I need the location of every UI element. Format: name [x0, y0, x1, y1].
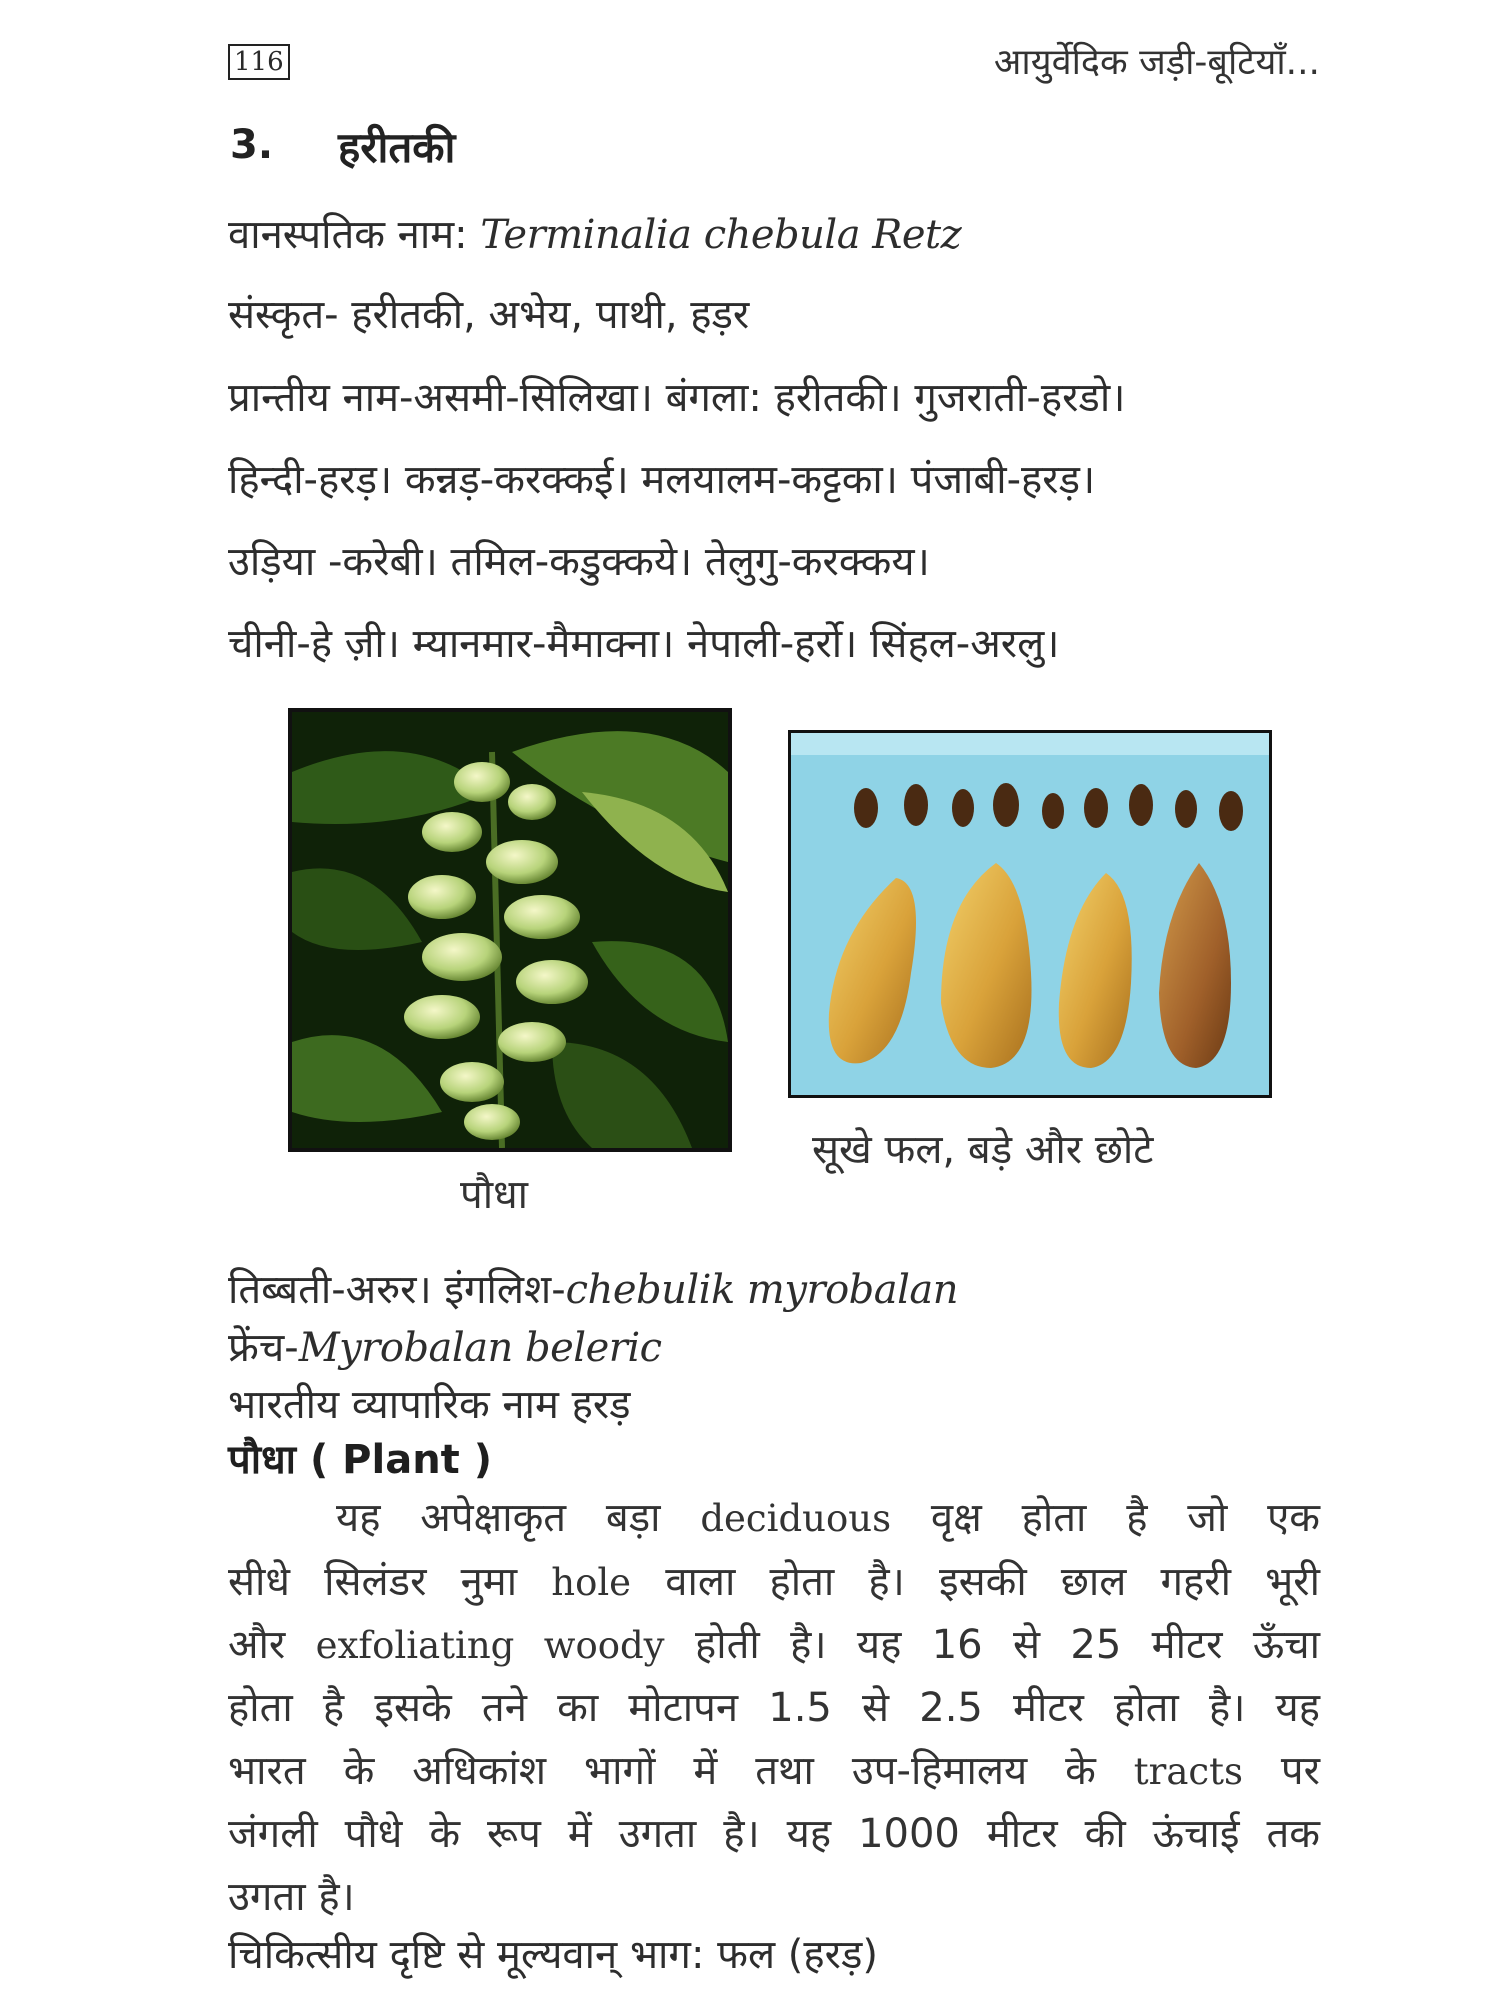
plant-photo [288, 708, 732, 1152]
page-number: 116 [228, 44, 290, 80]
section-title: हरीतकी [338, 123, 456, 172]
para-line-7-pre: उगता है। [228, 1874, 355, 1920]
para-line-5-pre: भारत के अधिकांश भागों में तथा उप-हिमालय के [228, 1748, 1134, 1794]
para-line-4 [228, 1678, 1320, 1733]
regional-names-4: चीनी-हे ज़ी। म्यानमार-मैमाक्ना। नेपाली-हर्रो। सिंहल-अरलु। [228, 621, 1060, 667]
french-label: फ्रेंच- [228, 1325, 299, 1371]
sanskrit-names: संस्कृत- हरीतकी, अभेय, पाथी, हड़र [228, 292, 750, 338]
para-line-1-pre: यह अपेक्षाकृत बड़ा [336, 1495, 701, 1541]
regional-names-2: हिन्दी-हरड़। कन्नड़-करक्कई। मलयालम-कट्टका। पंजाबी-हरड़। [228, 457, 1096, 503]
regional-names-3: उड़िया -करेबी। तमिल-कडुक्कये। तेलुगु-करक्कय। [228, 539, 930, 585]
tibetan-english-line [228, 1260, 958, 1315]
valuable-part-line: चिकित्सीय दृष्टि से मूल्यवान् भाग: फल (हरड़) [228, 1932, 879, 1978]
regional-names-1: प्रान्तीय नाम-असमी-सिलिखा। बंगला: हरीतकी। गुजराती-हरडो। [228, 375, 1126, 421]
para-line-1-latin: deciduous [700, 1497, 892, 1540]
plant-photo-caption: पौधा [460, 1172, 529, 1218]
trade-name: भारतीय व्यापारिक नाम हरड़ [228, 1382, 631, 1428]
para-line-4-pre: होता है इसके तने का मोटापन 1.5 से 2.5 मीटर होता है। यह [228, 1685, 1320, 1731]
running-head: आयुर्वेदिक जड़ी-बूटियाँ... [993, 42, 1320, 83]
para-line-6 [228, 1804, 1320, 1859]
para-line-6-pre: जंगली पौधे के रूप में उगता है। यह 1000 मीटर की ऊंचाई तक [228, 1811, 1320, 1857]
dried-fruits-illustration [791, 733, 1269, 1095]
para-line-3-latin: exfoliating woody [315, 1624, 665, 1667]
french-line [228, 1318, 662, 1373]
botanical-name-line [228, 205, 961, 260]
para-line-1-post: वृक्ष होता है जो एक [891, 1495, 1320, 1541]
para-line-1 [336, 1488, 1320, 1543]
para-line-5-latin: tracts [1133, 1750, 1243, 1793]
para-line-5-post: पर [1242, 1748, 1320, 1794]
english-name: chebulik myrobalan [565, 1267, 958, 1313]
tibetan-label: तिब्बती-अरुर। इंगलिश- [228, 1267, 566, 1313]
section-number: 3. [230, 122, 274, 168]
botanical-label: वानस्पतिक नाम: [228, 212, 481, 258]
dried-fruits-photo [788, 730, 1272, 1098]
para-line-2-post: वाला होता है। इसकी छाल गहरी भूरी [631, 1559, 1321, 1605]
para-line-3 [228, 1615, 1320, 1670]
para-line-2 [228, 1552, 1320, 1607]
para-line-7 [228, 1867, 1320, 1922]
para-line-2-latin: hole [551, 1561, 632, 1604]
plant-illustration [292, 712, 728, 1148]
french-name: Myrobalan beleric [298, 1325, 662, 1371]
para-line-3-post: होती है। यह 16 से 25 मीटर ऊँचा [664, 1622, 1321, 1668]
botanical-value: Terminalia chebula Retz [480, 212, 962, 258]
plant-heading: पौधा ( Plant ) [228, 1437, 492, 1483]
para-line-5 [228, 1741, 1320, 1796]
para-line-2-pre: सीधे सिलंडर नुमा [228, 1559, 552, 1605]
dried-fruits-caption: सूखे फल, बड़े और छोटे [812, 1127, 1154, 1173]
para-line-3-pre: और [228, 1622, 316, 1668]
